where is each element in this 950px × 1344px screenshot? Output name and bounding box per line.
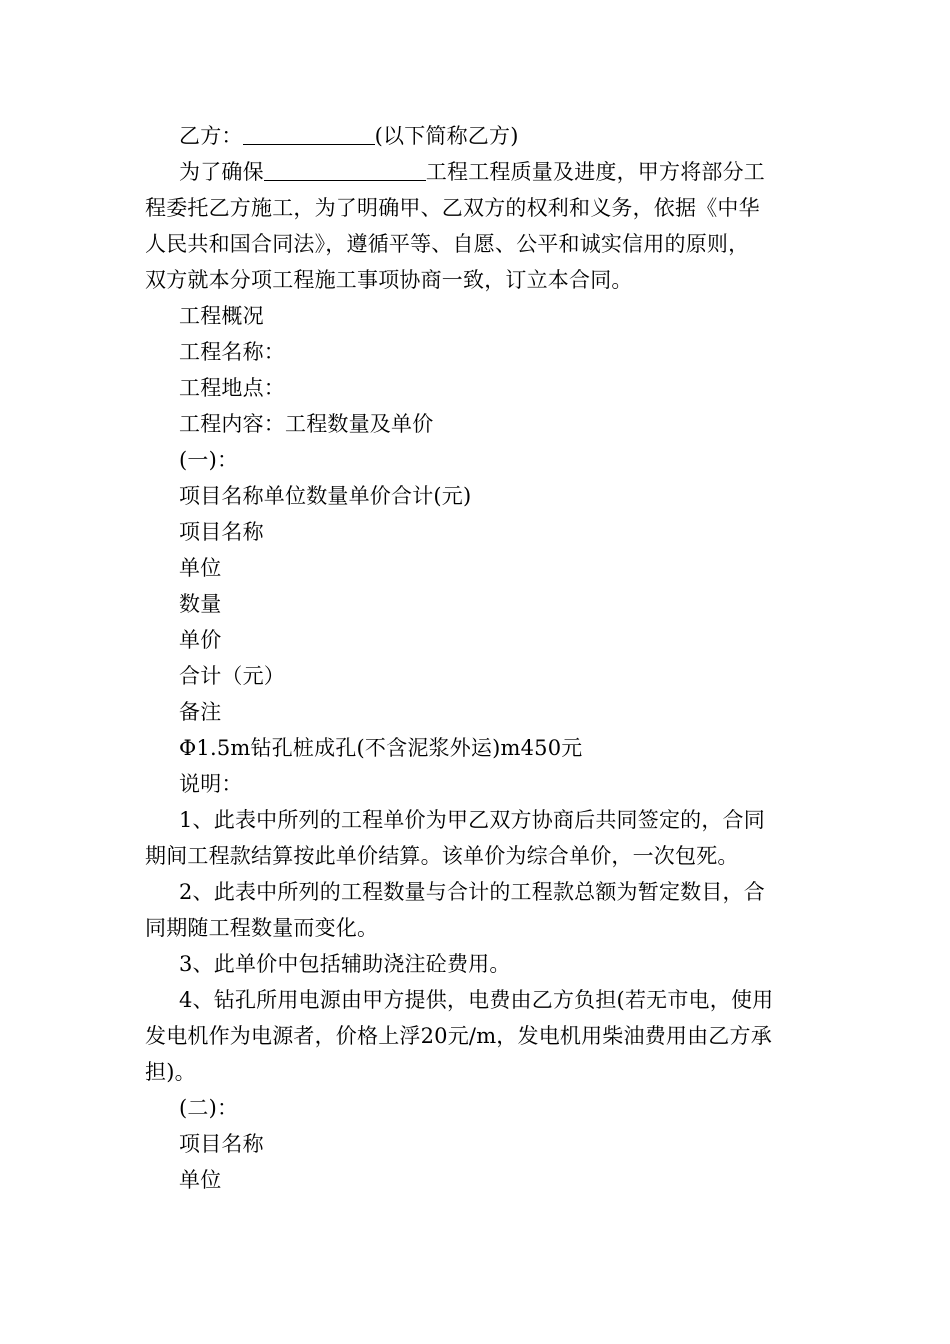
col-unit: 单位 bbox=[179, 556, 222, 580]
note-2-line-2: 同期随工程数量而变化。 bbox=[145, 916, 379, 940]
preamble-line-3: 人民共和国合同法》，遵循平等、自愿、公平和诚实信用的原则， bbox=[145, 232, 750, 256]
project-content-line: 工程内容：工程数量及单价 bbox=[179, 412, 434, 436]
part-two-heading: (二)： bbox=[179, 1096, 239, 1120]
preamble-text-1a: 为了确保 bbox=[179, 160, 264, 184]
note-1-line-2: 期间工程款结算按此单价结算。该单价为综合单价，一次包死。 bbox=[145, 844, 739, 868]
note-4-line-1: 4、钻孔所用电源由甲方提供，电费由乙方负担(若无市电，使用 bbox=[179, 988, 774, 1012]
table-header-line: 项目名称单位数量单价合计(元) bbox=[179, 484, 472, 508]
document-page bbox=[145, 118, 810, 1198]
party-b-label: 乙方： bbox=[179, 124, 243, 148]
project-name-line: 工程名称： bbox=[179, 340, 285, 364]
part-two-col-item-name: 项目名称 bbox=[179, 1132, 264, 1156]
col-unit-price: 单价 bbox=[179, 628, 222, 652]
project-location-line: 工程地点： bbox=[179, 376, 285, 400]
note-4-line-2: 发电机作为电源者，价格上浮20元/m，发电机用柴油费用由乙方承 bbox=[145, 1024, 772, 1048]
project-blank bbox=[264, 160, 426, 181]
party-b-blank bbox=[243, 124, 375, 145]
table-row-item: Φ1.5m钻孔桩成孔(不含泥浆外运)m450元 bbox=[179, 736, 583, 760]
preamble-line-1 bbox=[145, 154, 810, 190]
col-item-name: 项目名称 bbox=[179, 520, 264, 544]
note-2-line-1: 2、此表中所列的工程数量与合计的工程款总额为暂定数目，合 bbox=[179, 880, 765, 904]
party-b-line bbox=[145, 118, 810, 154]
notes-heading: 说明： bbox=[179, 772, 243, 796]
part-one-heading: (一)： bbox=[179, 448, 239, 472]
note-4-line-3: 担)。 bbox=[145, 1060, 196, 1084]
party-b-abbrev: (以下简称乙方) bbox=[374, 124, 519, 148]
col-remarks: 备注 bbox=[179, 700, 222, 724]
col-quantity: 数量 bbox=[179, 592, 222, 616]
preamble-line-2: 程委托乙方施工，为了明确甲、乙双方的权利和义务，依据《中华 bbox=[145, 196, 760, 220]
section-overview-heading: 工程概况 bbox=[179, 304, 264, 328]
col-total: 合计（元） bbox=[179, 664, 285, 688]
part-two-col-unit: 单位 bbox=[179, 1168, 222, 1192]
preamble-line-4: 双方就本分项工程施工事项协商一致，订立本合同。 bbox=[145, 268, 633, 292]
note-1-line-1: 1、此表中所列的工程单价为甲乙双方协商后共同签定的，合同 bbox=[179, 808, 765, 832]
preamble-text-1b: 工程工程质量及进度，甲方将部分工 bbox=[425, 160, 766, 184]
note-3-line-1: 3、此单价中包括辅助浇注砼费用。 bbox=[179, 952, 511, 976]
